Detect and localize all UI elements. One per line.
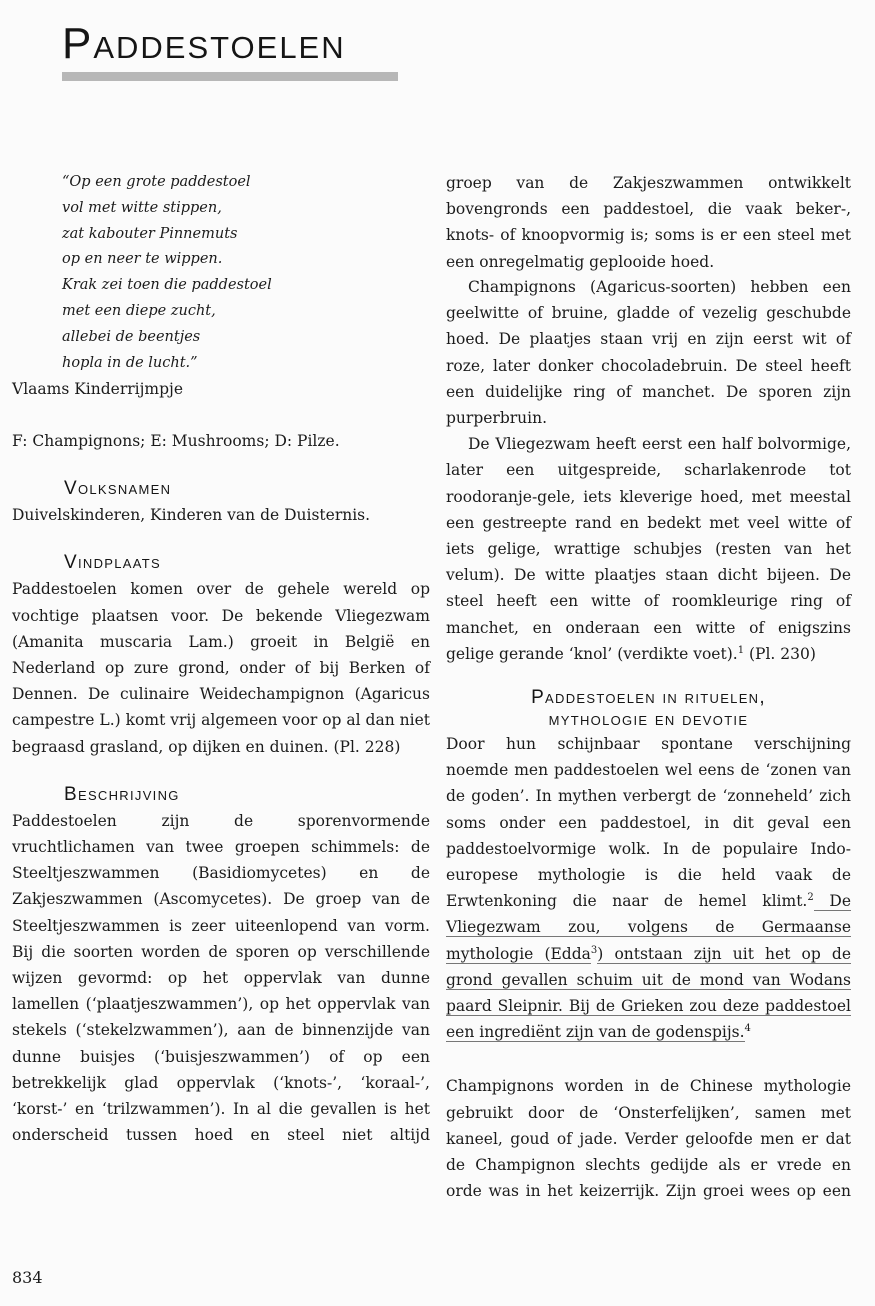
poem-line: met een diepe zucht,: [62, 302, 216, 319]
section-heading-vindplaats: Vindplaats: [64, 552, 161, 574]
page-title: Paddestoelen: [62, 19, 346, 68]
poem-line: “Op een grote paddestoel: [62, 174, 251, 190]
section-heading-beschrijving: Beschrijving: [64, 783, 180, 805]
poem-line: Krak zei toen die paddestoel: [62, 277, 272, 294]
footnote-marker: 2: [807, 892, 814, 904]
beschrijving-paragraph-2: Champignons (Agaricus-soorten) hebben een geelwitte of bruine, gladde of vezelig geschubde hoed. De plaatjes staan vrij en zijn eerst wit of roze, later donker chocoladebruin. De steel heeft een duidelijke ring of manchet. De sporen zijn purperbruin.: [446, 278, 851, 428]
poem-line: zat kabouter Pinnemuts: [62, 225, 238, 242]
section-heading-rituelen: [446, 687, 851, 731]
translations: F: Champignons; E: Mushrooms; D: Pilze.: [12, 432, 340, 451]
right-column: [446, 170, 851, 1205]
rituelen-paragraph-1-part-c: ) ontstaan zijn uit het op de grond gevallen schuim uit de mond van Wodans paard Sleipnir. Bij de Grieken zou deze paddestoel een ingrediënt zijn van de godenspijs.: [446, 944, 851, 1042]
rituelen-paragraph-1-part-b: De Vliegezwam zou, volgens de Germaanse mythologie (Edda: [446, 892, 852, 963]
footnote-marker: 1: [737, 644, 745, 656]
beschrijving-continuation: groep van de Zakjeszwammen ontwikkelt bovengronds een paddestoel, die vaak beker-, knots- of knoopvormig is; soms is er een steel met een onregelmatig geplooide hoed.: [446, 174, 851, 271]
volksnamen-text: Duivelskinderen, Kinderen van de Duisternis.: [12, 506, 371, 525]
beschrijving-paragraph-1-continued: [446, 170, 851, 274]
section-heading-rituelen-line-2: mythologie en devotie: [548, 709, 749, 731]
poem-line: hopla in de lucht.”: [62, 354, 198, 371]
poem-attribution: Vlaams Kinderrijmpje: [12, 380, 184, 399]
beschrijving-paragraph-1: Paddestoelen zijn de sporenvormende vruchtlichamen van twee groepen schimmels: de Steeltjeszwammen (Basidiomycetes) en de Zakjeszwammen (Ascomycetes). De groep van de Steeltjeszwammen is zeer uiteenlopend van vorm. Bij die soorten worden de sporen op verschillende wijzen gevormd: op het oppervlak van dunne lamellen (‘plaatjeszwammen’), op het oppervlak van stekels (‘stekelzwammen’), aan de binnenzijde van dunne buisjes (‘buisjeszwammen’) of op een betrekkelijk glad oppervlak (‘knots-’, ‘koraal-’, ‘korst-’ en ‘trilzwammen’). In al die gevallen is het onderscheid tussen hoed en steel niet altijd: [12, 811, 430, 1145]
rituelen-paragraph-1-part-a: Door hun schijnbaar spontane verschijning noemde men paddestoelen wel eens de ‘zonen van de goden’. In mythen verbergt de ‘zonneheld’ zich soms onder een paddestoel, in dit geval een paddestoelvormige wolk. In de populaire Indo-europese mythologie is die held vaak de Erwtenkoning die naar de hemel klimt.: [446, 735, 851, 911]
footnote-marker: 4: [744, 1023, 751, 1035]
rituelen-paragraph-1: [446, 731, 851, 1045]
poem-line: vol met witte stippen,: [62, 199, 222, 216]
page-number: 834: [12, 1268, 43, 1287]
vindplaats-text: Paddestoelen komen over de gehele wereld op vochtige plaatsen voor. De bekende Vliegezwam (Amanita muscaria Lam.) groeit in België en Nederland op zure grond, onder of bij Berken of Dennen. De culinaire Weidechampignon (Agaricus campestre L.) komt vrij algemeen voor op al dan niet begraasd grasland, op dijken en duinen. (Pl. 228): [12, 580, 430, 756]
title-underline-bar: [62, 72, 398, 81]
beschrijving-paragraph-3-text: De Vliegezwam heeft eerst een half bolvormige, later een uitgespreide, scharlakenrode tot roodoranje-gele, iets kleverige hoed, met meestal een gestreepte rand en bedekt met veel witte of iets gelige, wrattige schubjes (resten van het velum). De witte plaatjes staan dicht bijeen. De steel heeft een witte of roomkleurige ring of manchet, en onderaan een witte of enigszins gelige gerande ‘knol’ (verdikte voet).: [446, 435, 851, 663]
beschrijving-paragraph-3: [446, 431, 851, 667]
poem-line: allebei de beentjes: [62, 328, 201, 345]
footnote-marker: 3: [590, 944, 598, 956]
section-heading-rituelen-line-1: Paddestoelen in rituelen,: [531, 687, 766, 709]
poem: [62, 170, 430, 376]
section-heading-volksnamen: Volksnamen: [64, 478, 172, 500]
left-column: [12, 170, 430, 1148]
rituelen-paragraph-2: Champignons worden in de Chinese mythologie gebruikt door de ‘Onsterfelijken’, samen met kaneel, goud of jade. Verder geloofde men er dat de Champignon slechts gedijde als er vrede en orde was in het keizerrijk. Zijn groei wees op een: [446, 1077, 851, 1201]
plate-reference: (Pl. 230): [749, 644, 816, 663]
poem-line: op en neer te wippen.: [62, 251, 223, 268]
